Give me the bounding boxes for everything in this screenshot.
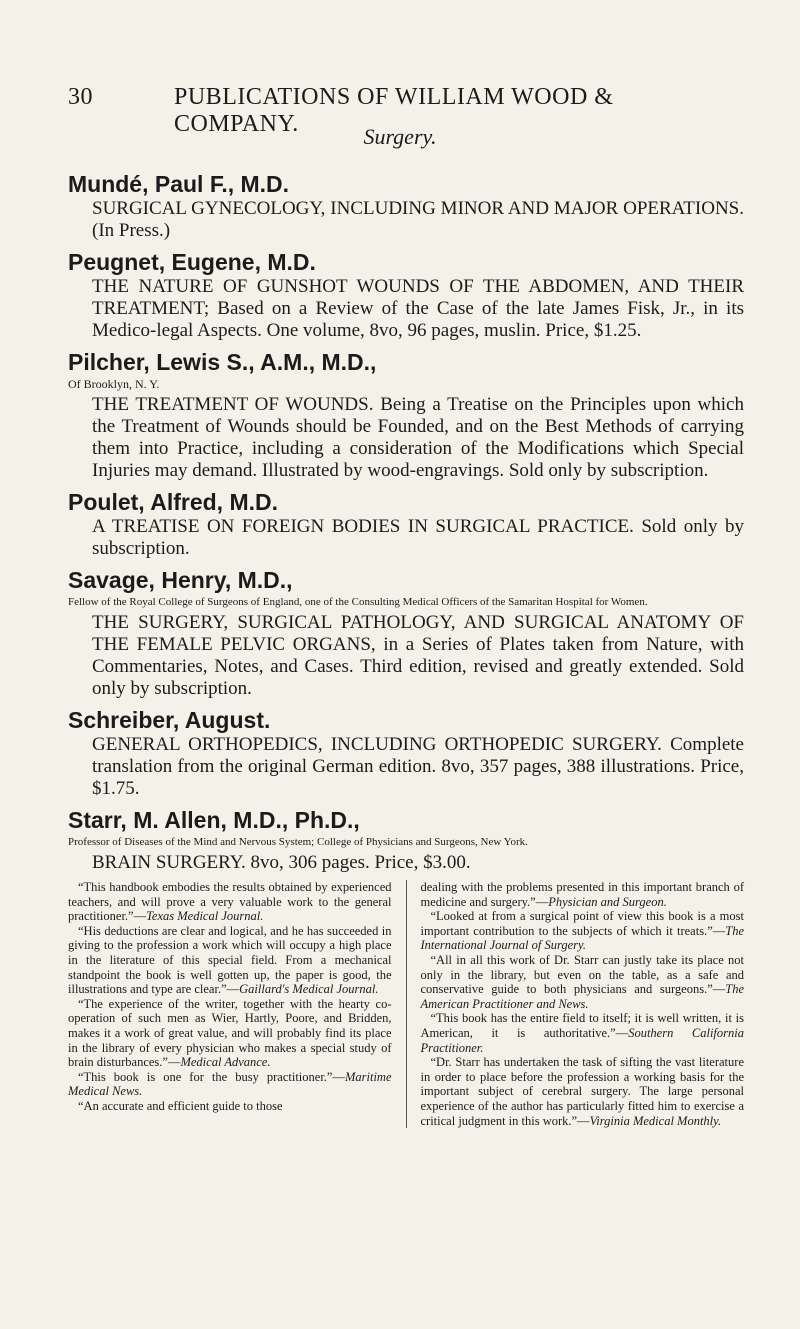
entry-affiliation: Of Brooklyn, N. Y. <box>68 377 160 391</box>
catalog-entry <box>68 806 744 1128</box>
entry-work: THE TREATMENT OF WOUNDS. Being a Treatise on the Principles upon which the Treatment of Wounds should be Founded, and on the Best Methods of carrying them into Practice, including a consideration of the Modifications which Special Injuries may demand. Illustrated by wood-engravings. Sold only by subscription. <box>92 394 744 481</box>
review-source: Maritime Medical News. <box>68 1069 392 1099</box>
review-source: Virginia Medical Monthly. <box>589 1113 722 1128</box>
catalog-entry <box>68 348 744 482</box>
review-text: “This handbook embodies the results obtained by experienced teachers, and will prove a very valuable work to the general practitioner.”— <box>68 880 392 924</box>
catalog-entry <box>68 566 744 700</box>
catalog-entries <box>68 170 744 1134</box>
review-text: “Looked at from a surgical point of view this book is a most important contribution to the subjects of which it treats.”— <box>420 909 744 938</box>
review-text: “This book has the entire field to itself; it is well written, it is American, it is authoritative.”— <box>420 1011 744 1040</box>
review-text: “All in all this work of Dr. Starr can justly take its place not only in the library, but even on the table, as a safe and conservative guide to both physicians and surgeons.”— <box>420 952 744 997</box>
entry-author: Peugnet, Eugene, M.D. <box>68 249 316 275</box>
review-source: Texas Medical Journal. <box>146 909 264 924</box>
review-quote <box>68 880 392 924</box>
review-source: Medical Advance. <box>180 1055 271 1070</box>
entry-affiliation: Fellow of the Royal College of Surgeons of England, one of the Consulting Medical Officers of the Samaritan Hospital for Women. <box>68 596 648 608</box>
entry-author: Savage, Henry, M.D., <box>68 567 293 593</box>
review-source: Physician and Surgeon. <box>548 894 667 909</box>
review-source: The International Journal of Surgery. <box>420 923 744 953</box>
review-source: Gaillard's Medical Journal. <box>239 982 379 997</box>
section-title: Surgery. <box>363 124 437 149</box>
review-quote <box>68 1070 392 1099</box>
review-column-right <box>421 880 745 1128</box>
review-text: dealing with the problems presented in this important branch of medicine and surgery.”— <box>420 880 744 909</box>
review-quote <box>421 1055 745 1128</box>
review-text: “Dr. Starr has undertaken the task of sifting the vast literature in order to place before the profession a working basis for the important subject of cerebral surgery. The large personal experience of the author has particularly fitted him to exercise a critical judgment in this work.”— <box>420 1055 744 1128</box>
review-text: “The experience of the writer, together with the hearty co-operation of such men as Wier, Hartly, Poore, and Bridden, makes it a work of great value, and will probably find its place in the library of every physician who makes a special study of brain disturbances.”— <box>68 996 392 1070</box>
column-divider <box>406 880 407 1128</box>
catalog-entry <box>68 248 744 342</box>
catalog-entry <box>68 170 744 242</box>
page-header-title: PUBLICATIONS OF WILLIAM WOOD & COMPANY. <box>174 84 614 137</box>
catalog-entry <box>68 488 744 560</box>
review-quote <box>421 880 745 909</box>
entry-author: Pilcher, Lewis S., A.M., M.D., <box>68 349 377 375</box>
review-text: “His deductions are clear and logical, and he has succeeded in giving to the profession a work which will occupy a high place in the literature of this special field. From a mechanical standpoint the book is well gotten up, the paper is good, the illustrations and type are clear.”— <box>68 923 392 997</box>
entry-work: BRAIN SURGERY. 8vo, 306 pages. Price, $3.00. <box>92 852 471 873</box>
review-text: “An accurate and efficient guide to those <box>78 1098 283 1113</box>
entry-author: Schreiber, August. <box>68 707 271 733</box>
review-quote <box>421 909 745 953</box>
review-quote <box>421 953 745 1011</box>
entry-work: THE SURGERY, SURGICAL PATHOLOGY, AND SURGICAL ANATOMY OF THE FEMALE PELVIC ORGANS, in a Series of Plates taken from Nature, with Commentaries, Notes, and Cases. Third edition, revised and greatly extended. Sold only by subscription. <box>92 612 744 699</box>
entry-work: GENERAL ORTHOPEDICS, INCLUDING ORTHOPEDIC SURGERY. Complete translation from the original German edition. 8vo, 357 pages, 388 illustrations. Price, $1.75. <box>92 734 744 799</box>
entry-author: Starr, M. Allen, M.D., Ph.D., <box>68 807 360 833</box>
review-columns <box>68 880 744 1128</box>
catalog-entry <box>68 706 744 800</box>
review-text: “This book is one for the busy practitioner.”— <box>78 1069 345 1084</box>
review-source: Southern California Practitioner. <box>420 1025 744 1055</box>
entry-affiliation: Professor of Diseases of the Mind and Nervous System; College of Physicians and Surgeons, New York. <box>68 836 528 848</box>
page-number: 30 <box>68 84 93 110</box>
review-quote <box>68 997 392 1070</box>
review-source: The American Practitioner and News. <box>420 982 744 1011</box>
review-column-left <box>68 880 392 1128</box>
entry-author: Mundé, Paul F., M.D. <box>68 171 290 197</box>
review-quote <box>68 1099 392 1114</box>
entry-author: Poulet, Alfred, M.D. <box>68 489 278 515</box>
review-quote <box>421 1011 745 1055</box>
entry-work: THE NATURE OF GUNSHOT WOUNDS OF THE ABDOMEN, AND THEIR TREATMENT; Based on a Review of the Case of the late James Fisk, Jr., in its Medico-legal Aspects. One volume, 8vo, 96 pages, muslin. Price, $1.25. <box>92 276 744 341</box>
entry-work: SURGICAL GYNECOLOGY, INCLUDING MINOR AND MAJOR OPERATIONS. (In Press.) <box>92 198 744 241</box>
entry-work: A TREATISE ON FOREIGN BODIES IN SURGICAL PRACTICE. Sold only by subscription. <box>92 516 744 559</box>
review-quote <box>68 924 392 997</box>
